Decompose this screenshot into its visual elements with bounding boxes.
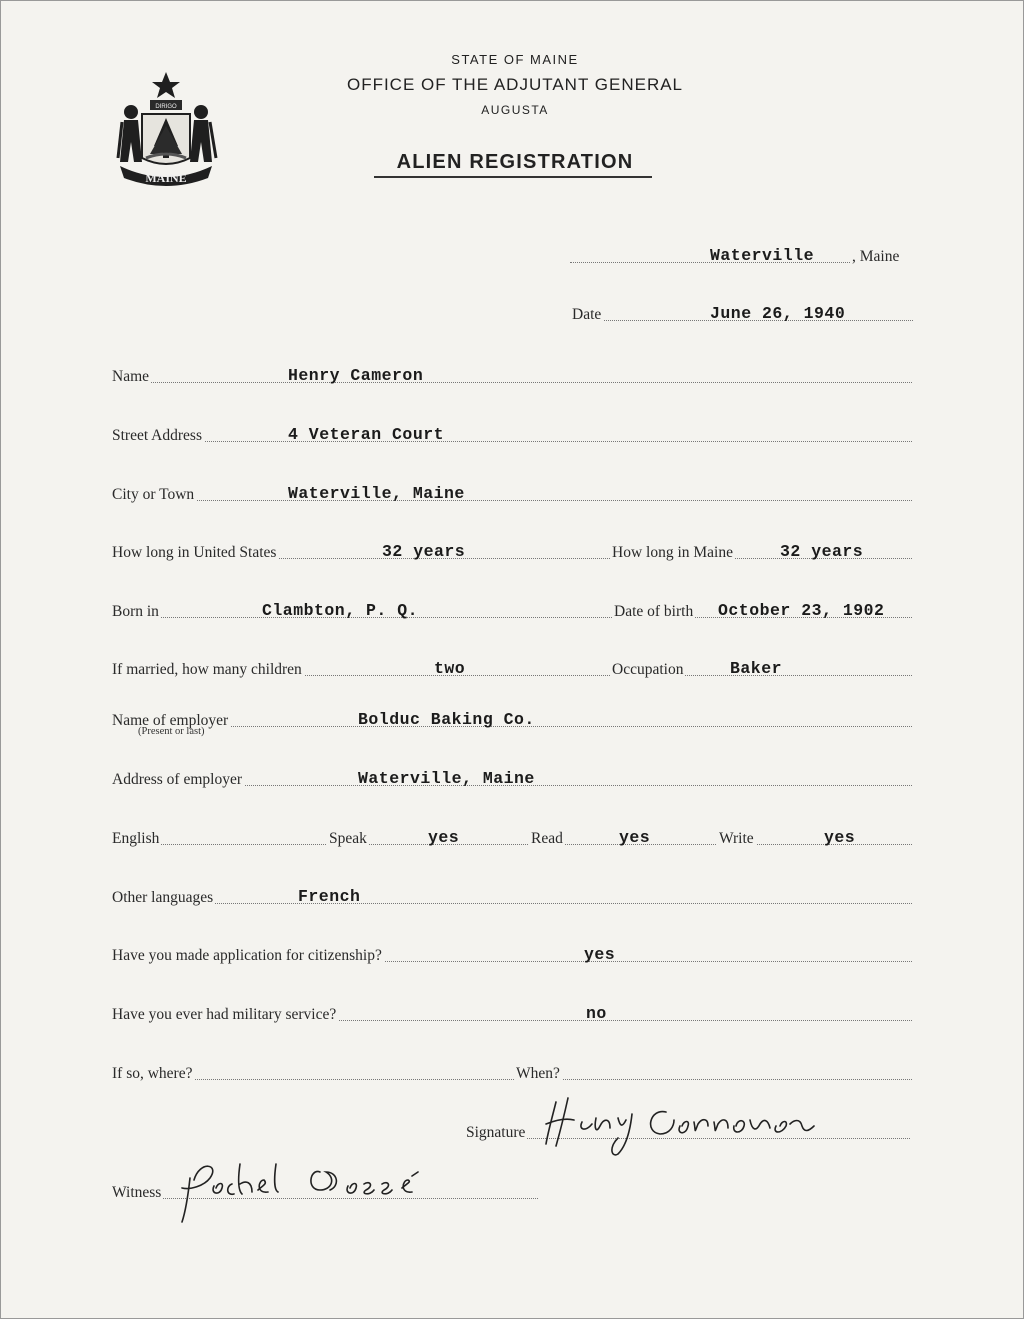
place-value: Waterville: [710, 246, 815, 265]
date-row: [572, 300, 915, 324]
write-value: yes: [824, 828, 856, 847]
street-value: 4 Veteran Court: [288, 425, 445, 444]
years-maine-label: How long in Maine: [612, 544, 733, 561]
military-row: [112, 1000, 915, 1024]
name-row: [112, 362, 915, 386]
employer-row: [112, 706, 915, 730]
languages-row: [112, 883, 915, 907]
name-value: Henry Cameron: [288, 366, 424, 385]
english-label: English: [112, 830, 160, 847]
born-in-value: Clambton, P. Q.: [262, 601, 419, 620]
family-row: [112, 655, 915, 679]
service-where-row: [112, 1059, 915, 1083]
name-label: Name: [112, 368, 150, 385]
employer-label: Name of employer: [112, 712, 229, 729]
birth-row: [112, 597, 915, 621]
read-value: yes: [619, 828, 651, 847]
speak-value: yes: [428, 828, 460, 847]
occupation-label: Occupation: [612, 661, 684, 678]
employer-address-value: Waterville, Maine: [358, 769, 535, 788]
seal-motto: DIRIGO: [155, 104, 177, 110]
military-value: no: [586, 1004, 607, 1023]
other-languages-label: Other languages: [112, 889, 214, 906]
witness-label: Witness: [112, 1184, 162, 1201]
title-underline: [374, 176, 652, 178]
born-in-label: Born in: [112, 603, 159, 620]
citizenship-value: yes: [584, 945, 616, 964]
city-label: City or Town: [112, 486, 195, 503]
read-label: Read: [531, 830, 563, 847]
years-maine-value: 32 years: [780, 542, 864, 561]
city-value: Waterville, Maine: [288, 484, 465, 503]
date-label: Date: [572, 306, 602, 323]
place-row: [570, 242, 915, 266]
office-heading: OFFICE OF THE ADJUTANT GENERAL: [346, 75, 684, 94]
citizenship-label: Have you made application for citizenship?: [112, 947, 382, 964]
street-label: Street Address: [112, 427, 202, 444]
signature-label: Signature: [466, 1124, 526, 1141]
witness-signature-image: [160, 1150, 450, 1230]
military-label: Have you ever had military service?: [112, 1006, 337, 1023]
children-label: If married, how many children: [112, 661, 302, 678]
years-us-value: 32 years: [382, 542, 466, 561]
when-label: When?: [516, 1065, 560, 1082]
occupation-value: Baker: [730, 659, 783, 678]
state-heading: STATE OF MAINE: [451, 52, 579, 67]
children-value: two: [434, 659, 466, 678]
english-row: [112, 824, 915, 848]
years-row: [112, 538, 915, 562]
dob-value: October 23, 1902: [718, 601, 885, 620]
place-suffix: , Maine: [852, 248, 900, 265]
citizenship-row: [112, 941, 915, 965]
dob-label: Date of birth: [614, 603, 694, 620]
employer-address-row: [112, 765, 915, 789]
where-label: If so, where?: [112, 1065, 193, 1082]
employer-address-label: Address of employer: [112, 771, 242, 788]
date-value: June 26, 1940: [710, 304, 846, 323]
signature-image: [538, 1088, 828, 1160]
speak-label: Speak: [329, 830, 367, 847]
street-row: [112, 421, 915, 445]
employer-value: Bolduc Baking Co.: [358, 710, 535, 729]
write-label: Write: [719, 830, 754, 847]
years-us-label: How long in United States: [112, 544, 277, 561]
other-languages-value: French: [298, 887, 361, 906]
form-title: ALIEN REGISTRATION: [396, 151, 634, 173]
maine-seal-image: [112, 66, 220, 190]
city-row: [112, 480, 915, 504]
city-heading: AUGUSTA: [481, 103, 549, 117]
employer-sublabel: (Present or last): [138, 726, 205, 737]
seal-label: MAINE: [145, 171, 187, 185]
